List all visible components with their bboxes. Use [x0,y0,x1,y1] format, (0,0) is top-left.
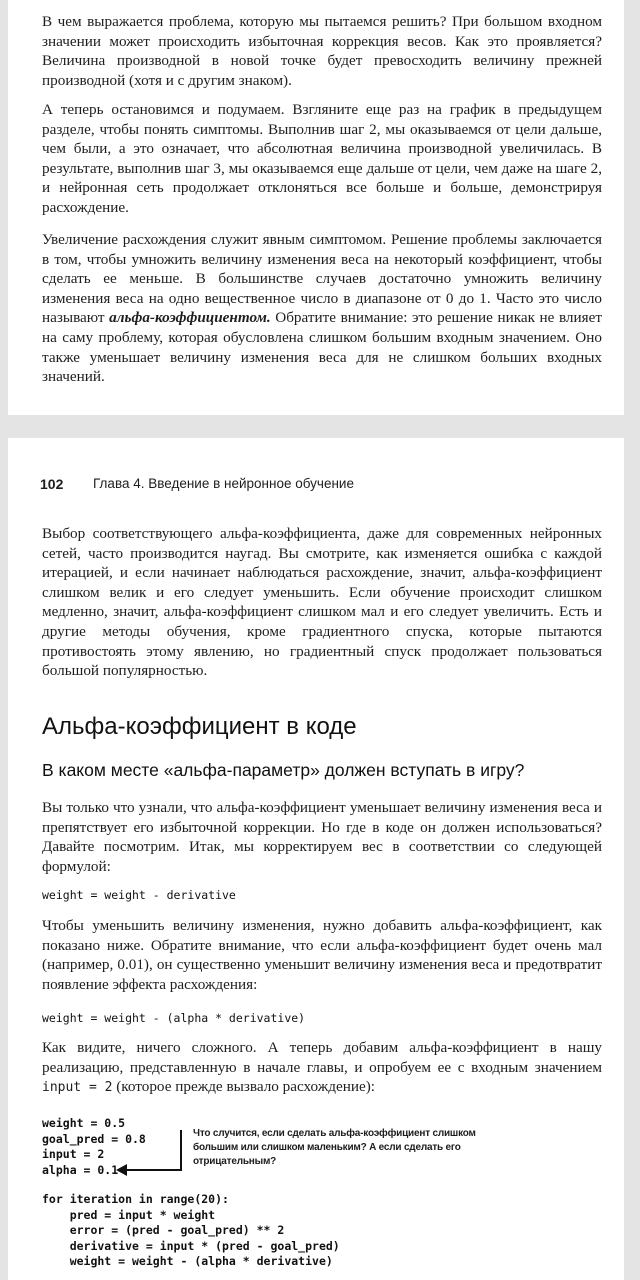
code-snippet: weight = weight - (alpha * derivative) [42,1011,306,1025]
inline-code: input = 2 [42,1080,113,1096]
code-annotation: Что случится, если сделать альфа-коэффициент слишком большим или слишком маленьким? А если сделать его отрицательным? [193,1128,476,1167]
section-title: Альфа-коэффициент в коде [42,713,357,740]
subsection-title: В каком месте «альфа-параметр» должен вступать в игру? [42,760,525,780]
code-block-loop: for iteration in range(20): pred = input * weight error = (pred - goal_pred) ** 2 derivative = input * (pred - goal_pred) weight = weight - (alpha * derivative) [42,1192,340,1268]
paragraph: Вы только что узнали, что альфа-коэффициент уменьшает величину изменения веса и препятствует его избыточной коррекции. Но где в коде он должен использоваться? Давайте посмотрим. Итак, мы корректируем вес в соответствии со следующей формулой: [42,799,602,875]
paragraph: В чем выражается проблема, которую мы пытаемся решить? При большом входном значении может происходить избыточная коррекция весов. Как это проявляется? Величина производной в новой точке будет превосходить величину прежней производной (хотя и с другим знаком). [42,13,602,89]
paragraph-text: Как видите, ничего сложного. А теперь добавим альфа-коэффициент в нашу реализацию, представленную в начале главы, и опробуем ее с входным значением [42,1039,602,1076]
emphasis-term: альфа-коэффициентом. [109,309,271,327]
arrow-head-icon [116,1164,127,1176]
bottom-page [8,438,624,1280]
page-number: 102 [40,476,64,492]
paragraph: Чтобы уменьшить величину изменения, нужно добавить альфа-коэффициент, как показано ниже. Обратите внимание, что если альфа-коэффициент будет очень мал (например, 0.01), он существенно уменьшит величину изменения веса и предотвратит появление эффекта расхождения: [42,917,602,993]
paragraph-text: Увеличение расхождения служит явным симптомом. Решение проблемы заключается в том, чтобы умножить величину изменения веса на некоторый коэффициент, чтобы сделать ее меньше. В большинстве случаев достаточно умножить величину изменения веса на одно вещественное число в диапазоне от 0 до 1. Часто это число называют [42,231,602,327]
paragraph-text: (которое прежде вызвало расхождение): [112,1078,375,1096]
paragraph [42,1038,602,1098]
paragraph: Выбор соответствующего альфа-коэффициента, даже для современных нейронных сетей, часто производится наугад. Вы смотрите, как изменяется ошибка с каждой итерацией, и если начинает наблюдаться расхождение, значит, альфа-коэффициент слишком велик и его следует уменьшить. Если обучение происходит слишком медленно, значит, альфа-коэффициент слишком мал и его следует увеличить. Есть и другие методы обучения, кроме градиентного спуска, которые пытаются противостоять этому явлению, но градиентный спуск продолжает пользоваться большой популярностью. [42,525,602,680]
code-snippet: weight = weight - derivative [42,888,236,902]
paragraph [42,230,602,387]
annotation-arrow-line [180,1130,182,1170]
chapter-title: Глава 4. Введение в нейронное обучение [93,476,354,491]
paragraph: А теперь остановимся и подумаем. Взгляните еще раз на график в предыдущем разделе, чтобы понять симптомы. Выполнив шаг 2, мы оказываемся от цели дальше, чем были, а это означает, что абсолютная величина производной увеличилась. В результате, выполнив шаг 3, мы оказываемся еще дальше от цели, чем даже на шаге 2, и нейронная сеть продолжает отклоняться все больше и больше, демонстрируя расхождение. [42,101,602,216]
top-page [8,0,624,415]
paragraph-text: Обратите внимание: это решение никак не влияет на саму проблему, которая обусловлена слишком большим входным значением. Оно также уменьшает величину изменения веса для не слишком больших входных значений. [42,309,602,386]
annotation-arrow-line [126,1169,182,1171]
code-block-variables: weight = 0.5 goal_pred = 0.8 input = 2 alpha = 0.1 [42,1116,146,1177]
